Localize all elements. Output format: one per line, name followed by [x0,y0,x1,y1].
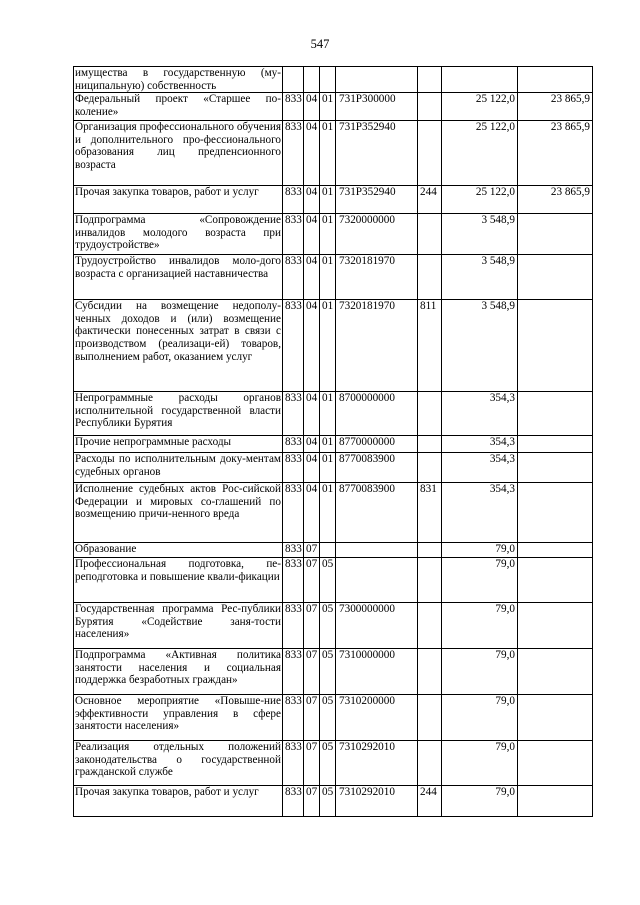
section-code: 04 [304,300,320,392]
amount-1: 79,0 [442,603,518,649]
amount-2 [518,436,593,453]
amount-1: 79,0 [442,543,518,558]
amount-2 [518,543,593,558]
row-name: Основное мероприятие «Повыше-ние эффективности управления в сфере занятости населения» [74,695,283,741]
ministry-code: 833 [283,543,304,558]
ministry-code: 833 [283,695,304,741]
subsection-code: 05 [320,649,336,695]
row-name: Организация профессионального обучения и дополнительного про-фессионального образования лиц предпенсионного возраста [74,121,283,186]
target-article-code: 731P300000 [336,93,418,121]
amount-1: 354,3 [442,392,518,436]
target-article-code: 7310292010 [336,741,418,786]
ministry-code: 833 [283,483,304,543]
subsection-code: 01 [320,392,336,436]
section-code: 07 [304,603,320,649]
budget-table-body [74,67,593,817]
amount-2: 23 865,9 [518,93,593,121]
subsection-code: 05 [320,603,336,649]
subsection-code: 05 [320,741,336,786]
table-row [74,786,593,817]
expense-type-code [418,741,442,786]
target-article-code: 7300000000 [336,603,418,649]
amount-1: 3 548,9 [442,300,518,392]
target-article-code [336,543,418,558]
target-article-code: 7320181970 [336,300,418,392]
subsection-code: 01 [320,483,336,543]
row-name: Прочая закупка товаров, работ и услуг [74,186,283,214]
subsection-code [320,543,336,558]
amount-1: 25 122,0 [442,93,518,121]
target-article-code: 8700000000 [336,392,418,436]
expense-type-code: 244 [418,786,442,817]
table-row [74,121,593,186]
target-article-code: 8770000000 [336,436,418,453]
ministry-code: 833 [283,786,304,817]
amount-2 [518,649,593,695]
ministry-code [283,67,304,93]
row-name: Прочая закупка товаров, работ и услуг [74,786,283,817]
table-row [74,741,593,786]
table-row [74,603,593,649]
budget-table [73,66,593,817]
amount-2 [518,786,593,817]
table-row [74,300,593,392]
subsection-code: 01 [320,186,336,214]
target-article-code: 8770083900 [336,483,418,543]
page-number: 547 [310,37,330,51]
ministry-code: 833 [283,741,304,786]
ministry-code: 833 [283,453,304,483]
expense-type-code: 831 [418,483,442,543]
target-article-code: 7310292010 [336,786,418,817]
target-article-code: 7320000000 [336,214,418,255]
ministry-code: 833 [283,603,304,649]
ministry-code: 833 [283,392,304,436]
amount-1: 79,0 [442,741,518,786]
expense-type-code [418,695,442,741]
row-name: Субсидии на возмещение недополу-ченных доходов и (или) возмещение фактически понесенных затрат в связи с производством (реализаци-ей) товаров, выполнением работ, оказанием услуг [74,300,283,392]
expense-type-code [418,121,442,186]
subsection-code: 01 [320,93,336,121]
amount-1: 79,0 [442,649,518,695]
row-name: имущества в государственную (му-ниципальную) собственность [75,67,281,92]
section-code: 04 [304,93,320,121]
expense-type-code: 244 [418,186,442,214]
subsection-code: 01 [320,255,336,300]
amount-2 [518,603,593,649]
ministry-code: 833 [283,214,304,255]
row-name: Профессиональная подготовка, пе-реподготовка и повышение квали-фикации [74,558,283,603]
section-code: 04 [304,392,320,436]
amount-2 [518,695,593,741]
amount-1: 79,0 [442,786,518,817]
amount-2 [518,483,593,543]
amount-1: 79,0 [442,695,518,741]
target-article-code: 8770083900 [336,453,418,483]
subsection-code [320,67,336,93]
amount-1: 354,3 [442,453,518,483]
amount-2 [518,255,593,300]
ministry-code: 833 [283,558,304,603]
ministry-code: 833 [283,93,304,121]
row-name: Подпрограмма «Активная политика занятости населения и социальная поддержка безработных граждан» [74,649,283,695]
ministry-code: 833 [283,255,304,300]
expense-type-code [418,603,442,649]
table-row [74,453,593,483]
ministry-code: 833 [283,121,304,186]
section-code: 07 [304,649,320,695]
table-row [74,214,593,255]
subsection-code: 05 [320,786,336,817]
ministry-code: 833 [283,436,304,453]
subsection-code: 01 [320,453,336,483]
amount-2: 23 865,9 [518,186,593,214]
subsection-code: 01 [320,300,336,392]
expense-type-code [418,214,442,255]
expense-type-code [418,93,442,121]
table-row [74,695,593,741]
table-row [74,93,593,121]
target-article-code: 731P352940 [336,186,418,214]
expense-type-code [418,436,442,453]
amount-2 [518,741,593,786]
row-name: Непрограммные расходы органов исполнительной государственной власти Республики Бурятия [74,392,283,436]
table-row [74,543,593,558]
section-code: 07 [304,786,320,817]
amount-1: 25 122,0 [442,186,518,214]
expense-type-code [418,392,442,436]
subsection-code: 01 [320,121,336,186]
table-row [74,255,593,300]
target-article-code: 7310000000 [336,649,418,695]
expense-type-code: 811 [418,300,442,392]
section-code: 04 [304,121,320,186]
table-row [74,67,593,93]
row-name: Государственная программа Рес-публики Бурятия «Содействие заня-тости населения» [74,603,283,649]
section-code: 04 [304,255,320,300]
amount-1: 25 122,0 [442,121,518,186]
expense-type-code [418,453,442,483]
target-article-code [336,558,418,603]
amount-1 [442,67,518,93]
amount-2 [518,558,593,603]
row-name: Федеральный проект «Старшее по-коление» [74,93,283,121]
row-name: Исполнение судебных актов Рос-сийской Федерации и мировых со-глашений по возмещению причи-ненного вреда [74,483,283,543]
expense-type-code [418,255,442,300]
ministry-code: 833 [283,649,304,695]
target-article-code: 731P352940 [336,121,418,186]
expense-type-code [418,558,442,603]
amount-2 [518,67,593,93]
row-name: Трудоустройство инвалидов моло-дого возраста с организацией наставничества [74,255,283,300]
amount-2: 23 865,9 [518,121,593,186]
section-code: 07 [304,558,320,603]
ministry-code: 833 [283,300,304,392]
target-article-code: 7320181970 [336,255,418,300]
amount-1: 354,3 [442,483,518,543]
amount-1: 79,0 [442,558,518,603]
section-code: 04 [304,483,320,543]
subsection-code: 05 [320,558,336,603]
subsection-code: 05 [320,695,336,741]
expense-type-code [418,543,442,558]
row-name: Подпрограмма «Сопровождение инвалидов молодого возраста при трудоустройстве» [74,214,283,255]
subsection-code: 01 [320,436,336,453]
row-name: Образование [74,543,283,558]
section-code: 07 [304,543,320,558]
amount-2 [518,300,593,392]
section-code: 04 [304,436,320,453]
table-row [74,558,593,603]
target-article-code: 7310200000 [336,695,418,741]
section-code: 04 [304,186,320,214]
ministry-code: 833 [283,186,304,214]
expense-type-code [418,67,442,93]
amount-1: 3 548,9 [442,255,518,300]
section-code: 04 [304,214,320,255]
row-name: Прочие непрограммные расходы [74,436,283,453]
amount-1: 3 548,9 [442,214,518,255]
amount-2 [518,214,593,255]
section-code: 07 [304,695,320,741]
amount-2 [518,392,593,436]
amount-1: 354,3 [442,436,518,453]
section-code [304,67,320,93]
section-code: 04 [304,453,320,483]
section-code: 07 [304,741,320,786]
target-article-code [336,67,418,93]
row-name: Реализация отдельных положений законодательства о государственной гражданской службе [74,741,283,786]
table-row [74,186,593,214]
table-row [74,392,593,436]
expense-type-code [418,649,442,695]
row-name: Расходы по исполнительным доку-ментам судебных органов [74,453,283,483]
table-row [74,436,593,453]
table-row [74,649,593,695]
amount-2 [518,453,593,483]
table-row [74,483,593,543]
subsection-code: 01 [320,214,336,255]
